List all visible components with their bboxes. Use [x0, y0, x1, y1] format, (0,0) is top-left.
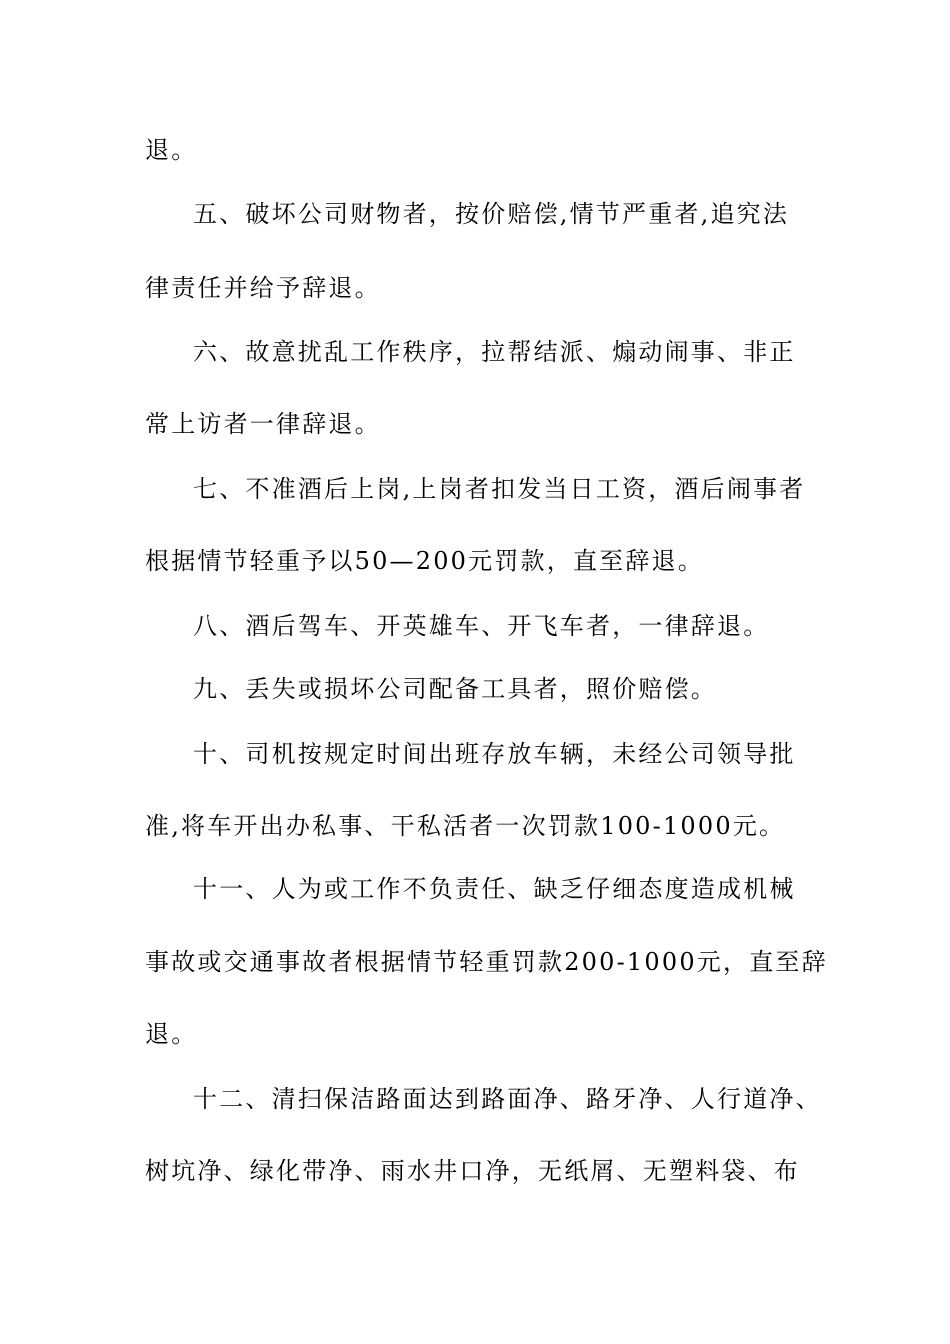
clause-10-line-2: 准,将车开出办私事、干私活者一次罚款100-1000元。: [145, 812, 786, 840]
clause-8-line-1: 八、酒后驾车、开英雄车、开飞车者，一律辞退。: [193, 612, 770, 640]
clause-7-line-1: 七、不准酒后上岗,上岗者扣发当日工资，酒后闹事者: [193, 475, 806, 503]
clause-6-line-2: 常上访者一律辞退。: [145, 410, 381, 438]
clause-11-line-2: 事故或交通事故者根据情节轻重罚款200-1000元，直至辞: [145, 948, 828, 976]
clause-7-line-2: 根据情节轻重予以50—200元罚款，直至辞退。: [145, 547, 704, 575]
clause-10-line-1: 十、司机按规定时间出班存放车辆，未经公司领导批: [193, 740, 796, 768]
clause-12-line-1: 十二、清扫保洁路面达到路面净、路牙净、人行道净、: [193, 1085, 822, 1113]
clause-11-line-1: 十一、人为或工作不负责任、缺乏仔细态度造成机械: [193, 875, 796, 903]
text-line-1: 退。: [145, 136, 198, 164]
clause-5-line-2: 律责任并给予辞退。: [145, 274, 381, 302]
clause-9-line-1: 九、丢失或损坏公司配备工具者，照价赔偿。: [193, 675, 717, 703]
clause-6-line-1: 六、故意扰乱工作秩序，拉帮结派、煽动闹事、非正: [193, 338, 796, 366]
clause-5-line-1: 五、破坏公司财物者，按价赔偿,情节严重者,追究法: [193, 200, 790, 228]
clause-11-line-3: 退。: [145, 1020, 198, 1048]
clause-12-line-2: 树坑净、绿化带净、雨水井口净，无纸屑、无塑料袋、布: [145, 1157, 800, 1185]
